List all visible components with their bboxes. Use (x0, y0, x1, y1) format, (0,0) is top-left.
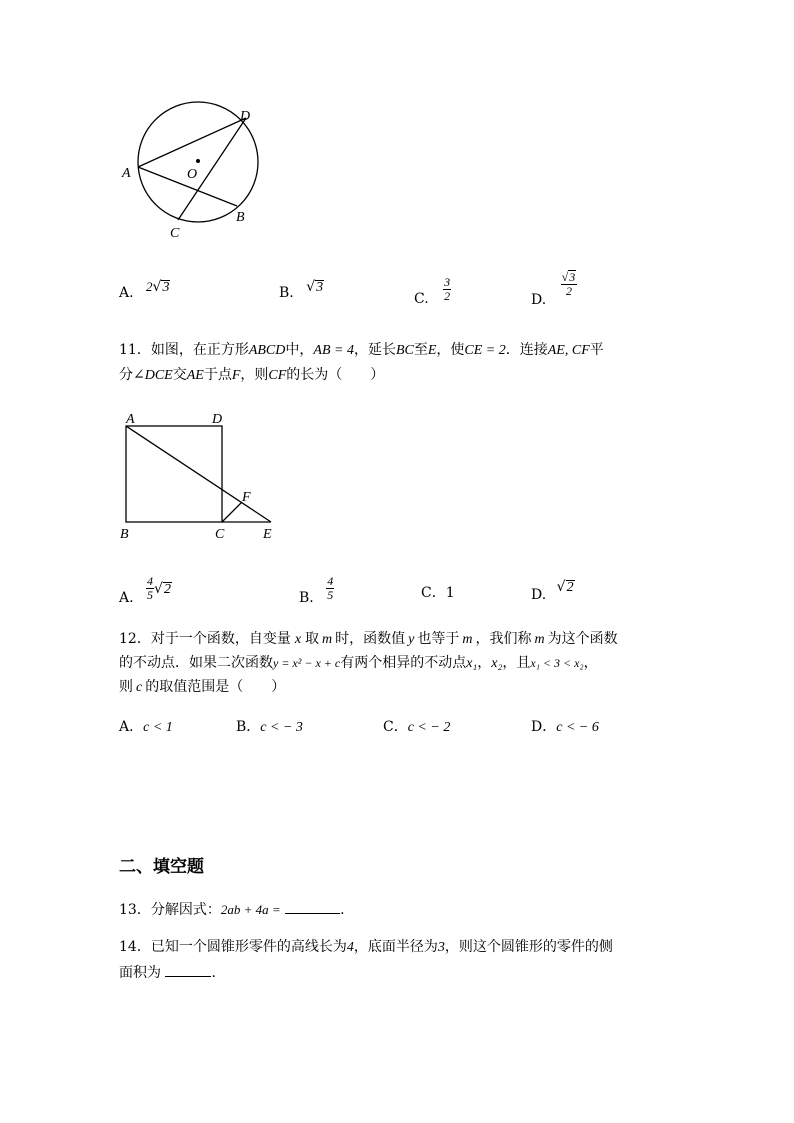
q11-option-d[interactable]: D. √2 (531, 579, 574, 603)
q12-line1: 12．对于一个函数，自变量 x 取 m 时，函数值 y 也等于 m ，我们称 m 为这个函数 (119, 631, 618, 647)
q14-line2: 面积为 . (119, 965, 216, 981)
square-abcd (126, 426, 222, 522)
section-heading: 二、填空题 (119, 857, 204, 877)
q11-line2: 分∠DCE交AE于点F，则CF的长为（ ） (119, 367, 385, 383)
center-point (196, 159, 200, 163)
q12-option-d[interactable]: D．c < − 6 (531, 719, 599, 735)
segment-cf (222, 502, 242, 522)
label-c: C (215, 527, 225, 542)
label-a: A (126, 412, 135, 427)
q12-option-b[interactable]: B．c < − 3 (236, 719, 303, 735)
q13: 13．分解因式：2ab + 4a = . (119, 902, 345, 918)
label-b: B (236, 210, 245, 225)
q11-option-b[interactable]: B. $\frac{4}{5}$ (299, 574, 334, 606)
q11-option-c[interactable]: C．1 (421, 585, 455, 601)
label-e: E (263, 527, 272, 542)
q13-answer-blank[interactable] (285, 913, 340, 914)
q10-option-c[interactable]: C. $\frac{3}{2}$ (414, 275, 451, 307)
label-d: D (240, 109, 251, 124)
q12-line3: 则 c 的取值范围是（ ） (119, 679, 286, 695)
q11-line1: 11．如图，在正方形ABCD中，AB = 4，延长BC至E，使CE = 2．连接AE, CF平 (119, 342, 604, 358)
label-d: D (212, 412, 223, 427)
label-f: F (242, 490, 251, 505)
q12-option-a[interactable]: A．c < 1 (119, 719, 173, 735)
label-c: C (170, 226, 180, 241)
q14-answer-blank[interactable] (165, 976, 211, 977)
q10-option-d[interactable]: D. $\frac{√3}{2}$ (531, 270, 576, 308)
q11-option-a[interactable]: A. $\frac{4}{5}$ √2 (119, 574, 171, 606)
square-figure (115, 408, 285, 543)
q10-option-b[interactable]: B. √3 (279, 279, 324, 301)
q12-option-c[interactable]: C．c < − 2 (383, 719, 451, 735)
q14-line1: 14．已知一个圆锥形零件的高线长为4，底面半径为3，则这个圆锥形的零件的侧 (119, 939, 613, 955)
q12-line2: 的不动点．如果二次函数y = x² − x + c有两个相异的不动点x₁，x₂，且x₁ < 3 < x₂， (119, 655, 598, 671)
label-a: A (122, 166, 131, 181)
label-b: B (120, 527, 129, 542)
segment-ae (126, 426, 271, 522)
q10-option-a[interactable]: A. 2√3 (119, 279, 170, 301)
circle-figure (115, 100, 275, 245)
label-o: O (187, 167, 198, 182)
